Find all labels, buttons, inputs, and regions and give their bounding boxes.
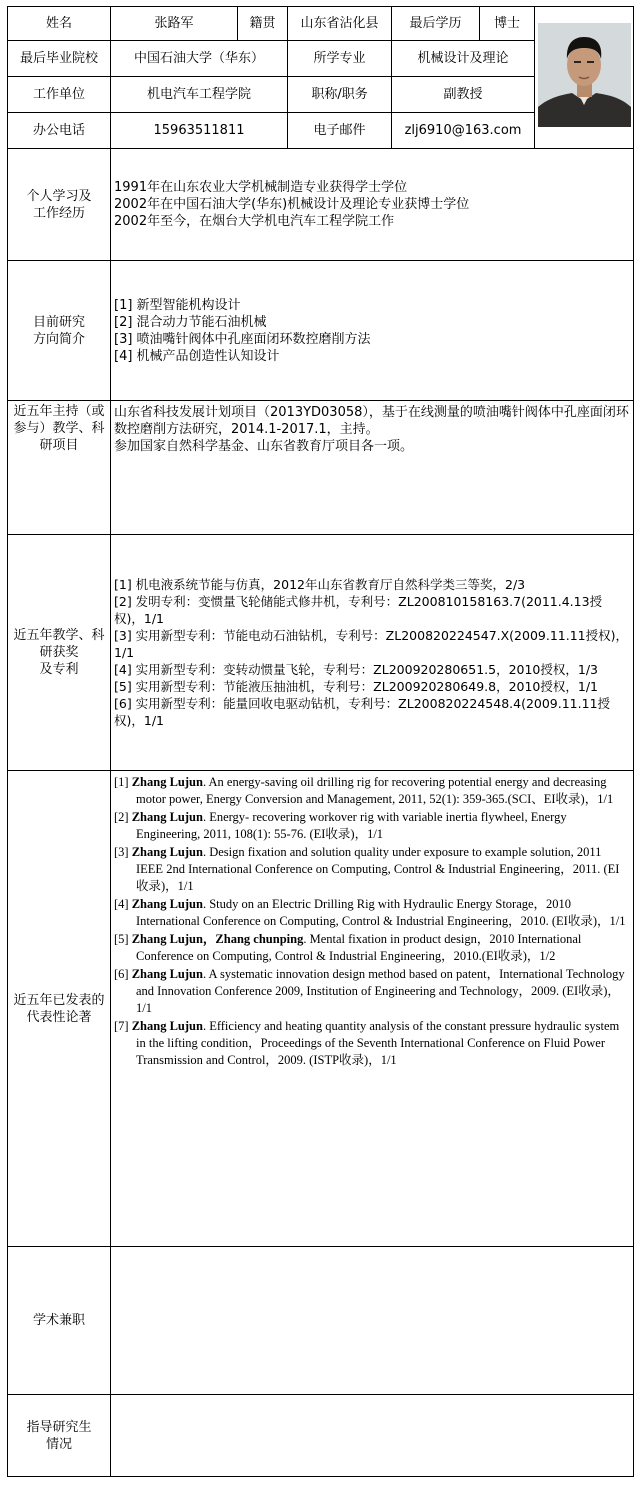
portrait-photo (538, 23, 631, 127)
phone-value: 15963511811 (111, 113, 288, 149)
degree-label: 最后学历 (392, 7, 480, 41)
email-value: zlj6910@163.com (392, 113, 535, 149)
photo-cell (535, 7, 634, 149)
awards-label (8, 535, 111, 771)
native-label: 籍贯 (238, 7, 288, 41)
publication-item: [7] Zhang Lujun. Efficiency and heating quantity analysis of the constant pressure hydraulic system in the lifting condition，Proceedings of the Seventh International Conference on Fluid Power Transmission and Control，2009. (ISTP收录)，1/1 (114, 1019, 620, 1067)
research-item: [4] 机械产品创造性认知设计 (114, 348, 280, 364)
award-item: [6] 实用新型专利：能量回收电驱动钻机，专利号：ZL200820224548.4(2009.11.11授权)，1/1 (114, 696, 611, 728)
award-item: [4] 实用新型专利：变转动惯量飞轮，专利号：ZL200920280651.5，2010授权，1/3 (114, 662, 598, 677)
title-label: 职称/职务 (288, 77, 392, 113)
school-value: 中国石油大学（华东） (111, 41, 288, 77)
degree-value: 博士 (480, 7, 535, 41)
publication-author: Zhang Lujun，Zhang chunping (131, 932, 304, 946)
students-label-line: 指导研究生 (26, 1419, 92, 1435)
research-item: [2] 混合动力节能石油机械 (114, 314, 267, 330)
publication-item: [4] Zhang Lujun. Study on an Electric Drilling Rig with Hydraulic Energy Storage，2010 International Conference on Computing, Control & Industrial Engineering，2010. (EI收录)，1/1 (114, 897, 626, 928)
award-item: [3] 实用新型专利：节能电动石油钻机，专利号：ZL200820224547.X(2009.11.11授权)，1/1 (114, 628, 629, 660)
awards-label-line: 及专利 (39, 662, 79, 677)
projects-content (111, 401, 634, 535)
research-item: [3] 喷油嘴针阀体中孔座面闭环数控磨削方法 (114, 331, 371, 347)
projects-line: 山东省科技发展计划项目（2013YD03058），基于在线测量的喷油嘴针阀体中孔座面闭环数控磨削方法研究，2014.1-2017.1，主持。 (114, 405, 629, 437)
work-value: 机电汽车工程学院 (111, 77, 288, 113)
major-value: 机械设计及理论 (392, 41, 535, 77)
awards-label-line: 近五年教学、科 (13, 628, 105, 643)
publication-author: Zhang Lujun (131, 845, 203, 859)
publications-label (8, 771, 111, 1247)
award-item: [5] 实用新型专利：节能液压抽油机，专利号：ZL200920280649.8，2010授权，1/1 (114, 679, 598, 694)
research-item: [1] 新型智能机构设计 (114, 297, 241, 313)
work-label: 工作单位 (8, 77, 111, 113)
publications-content (111, 771, 634, 1247)
publication-author: Zhang Lujun (131, 1019, 203, 1033)
title-value: 副教授 (392, 77, 535, 113)
publication-item: [3] Zhang Lujun. Design fixation and solution quality under exposure to example solution, 2011 IEEE 2nd International Conference on Computing, Control & Industrial Engineering，2011. (EI收录)，1/1 (114, 845, 620, 893)
publication-item: [6] Zhang Lujun. A systematic innovation design method based on patent，International Technology and Innovation Conference 2009, Institution of Engineering and Technology，2009. (EI收录)，1/1 (114, 967, 625, 1015)
school-label: 最后毕业院校 (8, 41, 111, 77)
major-label: 所学专业 (288, 41, 392, 77)
academic-content (111, 1247, 634, 1395)
experience-line: 2002年至今，在烟台大学机电汽车工程学院工作 (114, 214, 395, 229)
research-label-line: 方向简介 (32, 331, 85, 347)
publication-item: [5] Zhang Lujun，Zhang chunping. Mental fixation in product design，2010 International Conference on Computing, Control & Industrial Engineering，2010.(EI收录)，1/2 (114, 932, 582, 963)
research-label-line: 目前研究 (32, 314, 85, 330)
award-item: [2] 发明专利：变惯量飞轮储能式修井机，专利号：ZL200810158163.7(2011.4.13授权)，1/1 (114, 594, 603, 626)
experience-label (8, 149, 111, 261)
experience-label-line: 个人学习及 (26, 188, 92, 204)
publication-author: Zhang Lujun (131, 967, 203, 981)
publication-item: [1] Zhang Lujun. An energy-saving oil drilling rig for recovering potential energy and decreasing motor power, Energy Conversion and Management, 2011, 52(1): 359-365.(SCI、EI收录)，1/1 (114, 775, 614, 806)
name-label: 姓名 (8, 7, 111, 41)
projects-label (8, 401, 111, 535)
publication-item: [2] Zhang Lujun. Energy- recovering workover rig with variable inertia flywheel, Energy Engineering, 2011, 108(1): 55-76. (EI收录)，1/1 (114, 810, 567, 841)
native-value: 山东省沾化县 (288, 7, 392, 41)
award-item: [1] 机电液系统节能与仿真，2012年山东省教育厅自然科学类三等奖，2/3 (114, 577, 526, 592)
publication-author: Zhang Lujun (131, 775, 203, 789)
students-label (8, 1395, 111, 1477)
academic-label: 学术兼职 (8, 1247, 111, 1395)
email-label: 电子邮件 (288, 113, 392, 149)
projects-label-line: 近五年主持（或 (13, 404, 105, 419)
publication-author: Zhang Lujun (131, 897, 203, 911)
students-label-line: 情况 (45, 1436, 72, 1452)
research-content (111, 261, 634, 401)
experience-line: 2002年在中国石油大学(华东)机械设计及理论专业获博士学位 (114, 197, 470, 212)
name-value: 张路军 (111, 7, 238, 41)
awards-content (111, 535, 634, 771)
experience-label-line: 工作经历 (32, 205, 85, 221)
publications-label-line: 近五年已发表的 (13, 992, 105, 1008)
cv-table (7, 6, 634, 1477)
projects-label-line: 研项目 (39, 438, 79, 453)
experience-content (111, 149, 634, 261)
projects-label-line: 参与）教学、科 (13, 421, 105, 436)
awards-label-line: 研获奖 (39, 645, 79, 660)
research-label (8, 261, 111, 401)
projects-line: 参加国家自然科学基金、山东省教育厅项目各一项。 (114, 439, 414, 454)
phone-label: 办公电话 (8, 113, 111, 149)
publications-label-line: 代表性论著 (26, 1009, 92, 1025)
publication-author: Zhang Lujun (131, 810, 203, 824)
students-content (111, 1395, 634, 1477)
experience-line: 1991年在山东农业大学机械制造专业获得学士学位 (114, 180, 408, 195)
